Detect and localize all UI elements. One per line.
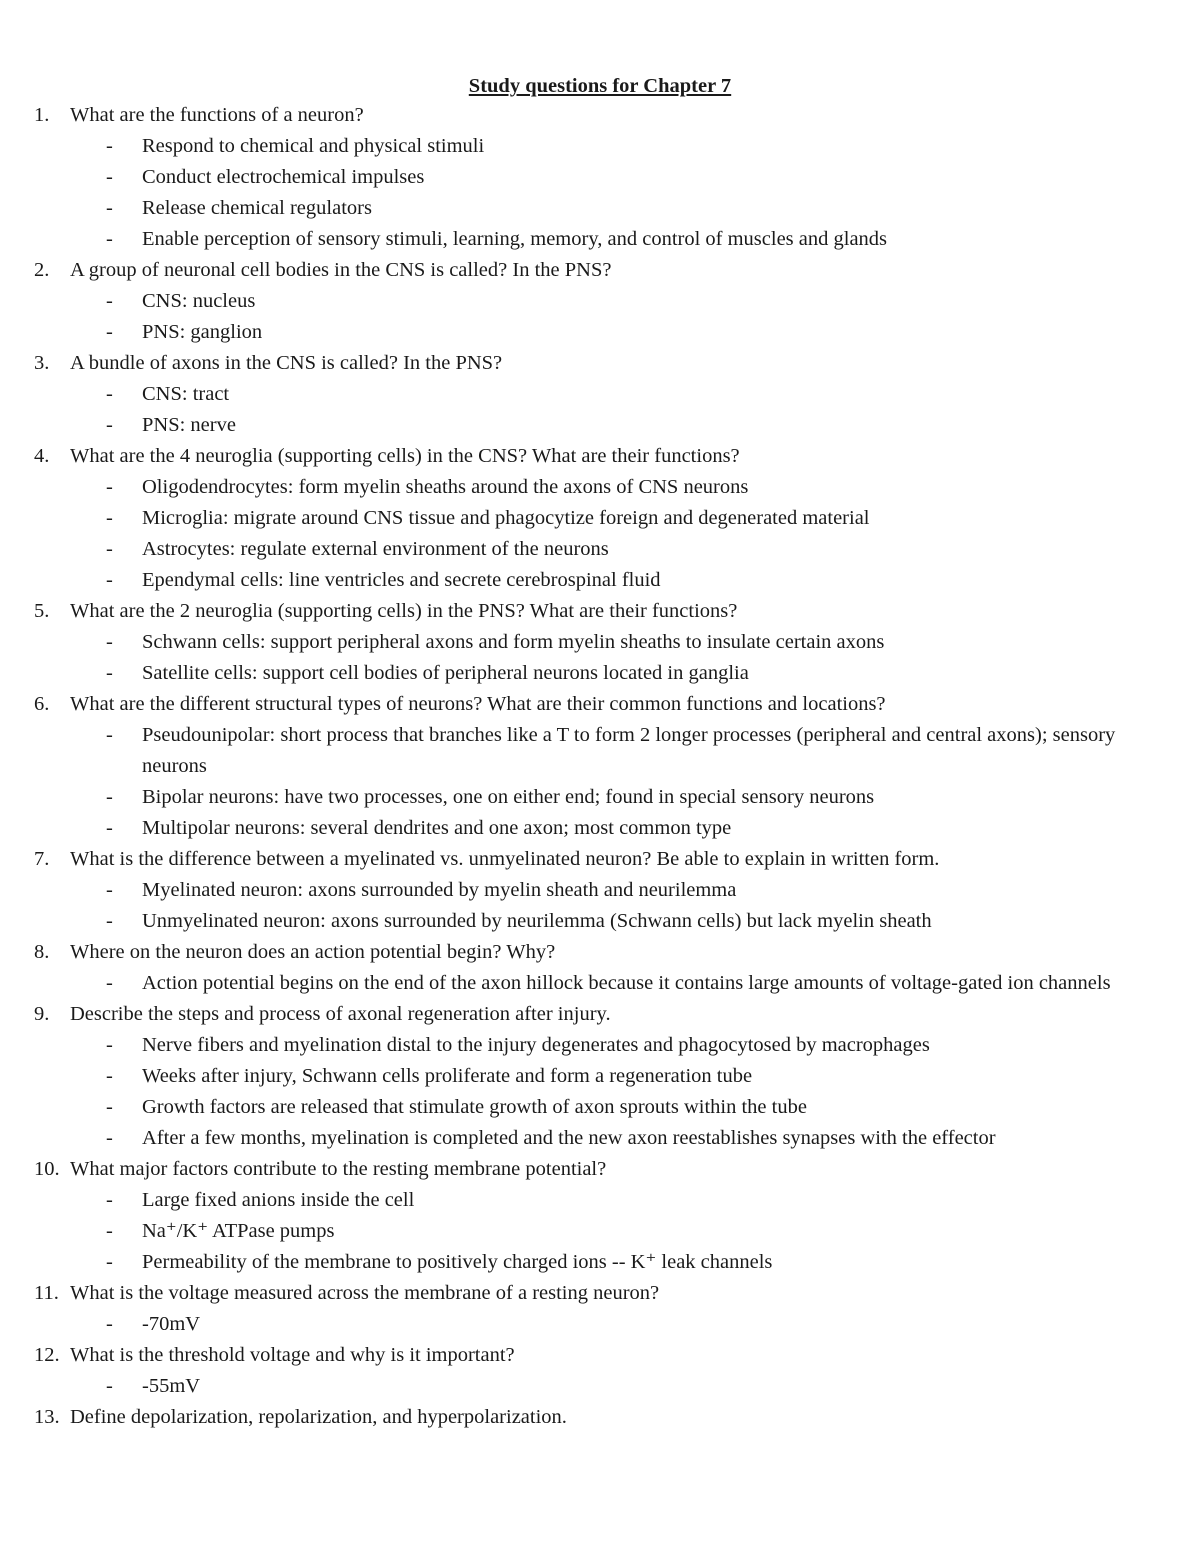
question-line [34, 596, 1144, 627]
answer-item [106, 317, 1144, 348]
dash-bullet: - [106, 1189, 113, 1211]
dash-bullet: - [106, 383, 113, 405]
question-item [34, 1278, 1144, 1340]
answer-list [34, 286, 1144, 348]
answer-text: Permeability of the membrane to positively charged ions -- K⁺ leak channels [142, 1251, 773, 1273]
question-number: 3. [34, 352, 50, 374]
answer-list [34, 131, 1144, 255]
answer-list [34, 720, 1144, 844]
answer-item [106, 224, 1144, 255]
answer-text: Weeks after injury, Schwann cells proliferate and form a regeneration tube [142, 1065, 753, 1087]
question-number: 7. [34, 848, 50, 870]
question-item [34, 255, 1144, 348]
dash-bullet: - [106, 631, 113, 653]
question-line [34, 999, 1144, 1030]
answer-item [106, 565, 1144, 596]
answer-item [106, 1185, 1144, 1216]
dash-bullet: - [106, 538, 113, 560]
dash-bullet: - [106, 786, 113, 808]
question-item [34, 1402, 1144, 1433]
answer-list [34, 1030, 1144, 1154]
question-number: 9. [34, 1003, 50, 1025]
dash-bullet: - [106, 135, 113, 157]
dash-bullet: - [106, 569, 113, 591]
question-text: What are the functions of a neuron? [70, 104, 364, 126]
answer-text: Oligodendrocytes: form myelin sheaths around the axons of CNS neurons [142, 476, 749, 498]
answer-text: Release chemical regulators [142, 197, 372, 219]
answer-text: Pseudounipolar: short process that branches like a T to form 2 longer processes (peripheral and central axons); sensory neurons [142, 724, 1116, 777]
question-line [34, 1402, 1144, 1433]
dash-bullet: - [106, 197, 113, 219]
question-text: Define depolarization, repolarization, and hyperpolarization. [70, 1406, 567, 1428]
question-line [34, 1278, 1144, 1309]
answer-list [34, 627, 1144, 689]
answer-list [34, 875, 1144, 937]
question-line [34, 441, 1144, 472]
answer-item [106, 720, 1144, 782]
question-text: What is the voltage measured across the membrane of a resting neuron? [70, 1282, 660, 1304]
answer-item [106, 1371, 1144, 1402]
question-number: 1. [34, 104, 50, 126]
question-list [34, 100, 1144, 1433]
page-title: Study questions for Chapter 7 [468, 75, 732, 97]
answer-item [106, 534, 1144, 565]
answer-text: CNS: nucleus [142, 290, 256, 312]
answer-item [106, 813, 1144, 844]
dash-bullet: - [106, 1375, 113, 1397]
question-text: What are the 2 neuroglia (supporting cells) in the PNS? What are their functions? [70, 600, 738, 622]
answer-text: Enable perception of sensory stimuli, learning, memory, and control of muscles and glands [142, 228, 888, 250]
answer-list [34, 1371, 1144, 1402]
question-item [34, 441, 1144, 596]
answer-text: Unmyelinated neuron: axons surrounded by neurilemma (Schwann cells) but lack myelin sheath [142, 910, 932, 932]
dash-bullet: - [106, 1065, 113, 1087]
answer-item [106, 1216, 1144, 1247]
answer-text: Conduct electrochemical impulses [142, 166, 425, 188]
answer-item [106, 379, 1144, 410]
answer-list [34, 379, 1144, 441]
question-item [34, 100, 1144, 255]
dash-bullet: - [106, 321, 113, 343]
question-number: 5. [34, 600, 50, 622]
question-item [34, 1154, 1144, 1278]
answer-text: Action potential begins on the end of the axon hillock because it contains large amounts of voltage-gated ion channels [142, 972, 1111, 994]
question-number: 8. [34, 941, 50, 963]
answer-item [106, 503, 1144, 534]
question-line [34, 1154, 1144, 1185]
answer-item [106, 782, 1144, 813]
dash-bullet: - [106, 1127, 113, 1149]
question-item [34, 937, 1144, 999]
answer-text: Respond to chemical and physical stimuli [142, 135, 485, 157]
question-number: 13. [34, 1406, 60, 1428]
answer-text: -70mV [142, 1313, 201, 1335]
dash-bullet: - [106, 1220, 113, 1242]
dash-bullet: - [106, 476, 113, 498]
dash-bullet: - [106, 879, 113, 901]
answer-text: PNS: ganglion [142, 321, 263, 343]
question-line [34, 255, 1144, 286]
answer-item [106, 1030, 1144, 1061]
answer-text: Astrocytes: regulate external environment of the neurons [142, 538, 609, 560]
dash-bullet: - [106, 507, 113, 529]
answer-text: Multipolar neurons: several dendrites and one axon; most common type [142, 817, 732, 839]
answer-text: Growth factors are released that stimulate growth of axon sprouts within the tube [142, 1096, 807, 1118]
answer-text: Myelinated neuron: axons surrounded by myelin sheath and neurilemma [142, 879, 737, 901]
answer-text: Schwann cells: support peripheral axons and form myelin sheaths to insulate certain axons [142, 631, 885, 653]
answer-text: Nerve fibers and myelination distal to the injury degenerates and phagocytosed by macrophages [142, 1034, 930, 1056]
answer-text: -55mV [142, 1375, 201, 1397]
dash-bullet: - [106, 1034, 113, 1056]
answer-text: Microglia: migrate around CNS tissue and phagocytize foreign and degenerated material [142, 507, 870, 529]
answer-item [106, 658, 1144, 689]
answer-item [106, 410, 1144, 441]
answer-item [106, 906, 1144, 937]
answer-list [34, 968, 1144, 999]
answer-text: Large fixed anions inside the cell [142, 1189, 415, 1211]
answer-item [106, 627, 1144, 658]
dash-bullet: - [106, 910, 113, 932]
question-text: What are the different structural types of neurons? What are their common functions and locations? [70, 693, 886, 715]
answer-item [106, 472, 1144, 503]
question-number: 2. [34, 259, 50, 281]
question-text: A group of neuronal cell bodies in the CNS is called? In the PNS? [70, 259, 612, 281]
dash-bullet: - [106, 724, 113, 746]
question-text: What is the difference between a myelinated vs. unmyelinated neuron? Be able to explain in written form. [70, 848, 940, 870]
answer-item [106, 875, 1144, 906]
dash-bullet: - [106, 414, 113, 436]
dash-bullet: - [106, 972, 113, 994]
answer-text: Na⁺/K⁺ ATPase pumps [142, 1220, 335, 1242]
dash-bullet: - [106, 817, 113, 839]
dash-bullet: - [106, 166, 113, 188]
answer-item [106, 1309, 1144, 1340]
answer-list [34, 1309, 1144, 1340]
dash-bullet: - [106, 1251, 113, 1273]
question-line [34, 844, 1144, 875]
question-line [34, 937, 1144, 968]
answer-item [106, 968, 1144, 999]
dash-bullet: - [106, 1313, 113, 1335]
question-item [34, 999, 1144, 1154]
question-number: 11. [34, 1282, 59, 1304]
answer-text: PNS: nerve [142, 414, 236, 436]
question-text: Where on the neuron does an action potential begin? Why? [70, 941, 556, 963]
answer-item [106, 1123, 1144, 1154]
answer-item [106, 193, 1144, 224]
question-text: What is the threshold voltage and why is it important? [70, 1344, 515, 1366]
answer-text: Ependymal cells: line ventricles and secrete cerebrospinal fluid [142, 569, 661, 591]
answer-item [106, 1247, 1144, 1278]
question-number: 4. [34, 445, 50, 467]
question-line [34, 100, 1144, 131]
question-number: 10. [34, 1158, 60, 1180]
question-number: 12. [34, 1344, 60, 1366]
answer-item [106, 131, 1144, 162]
answer-text: After a few months, myelination is completed and the new axon reestablishes synapses with the effector [142, 1127, 996, 1149]
question-item [34, 844, 1144, 937]
dash-bullet: - [106, 290, 113, 312]
answer-text: Satellite cells: support cell bodies of peripheral neurons located in ganglia [142, 662, 749, 684]
answer-list [34, 472, 1144, 596]
answer-text: CNS: tract [142, 383, 230, 405]
question-text: What are the 4 neuroglia (supporting cells) in the CNS? What are their functions? [70, 445, 740, 467]
answer-list [34, 1185, 1144, 1278]
answer-item [106, 1061, 1144, 1092]
question-item [34, 348, 1144, 441]
question-number: 6. [34, 693, 50, 715]
question-text: Describe the steps and process of axonal regeneration after injury. [70, 1003, 611, 1025]
dash-bullet: - [106, 228, 113, 250]
question-line [34, 1340, 1144, 1371]
answer-item [106, 1092, 1144, 1123]
question-line [34, 348, 1144, 379]
question-text: What major factors contribute to the resting membrane potential? [70, 1158, 607, 1180]
answer-text: Bipolar neurons: have two processes, one on either end; found in special sensory neurons [142, 786, 875, 808]
question-line [34, 689, 1144, 720]
dash-bullet: - [106, 662, 113, 684]
answer-item [106, 286, 1144, 317]
question-item [34, 596, 1144, 689]
answer-item [106, 162, 1144, 193]
question-item [34, 689, 1144, 844]
question-text: A bundle of axons in the CNS is called? In the PNS? [70, 352, 503, 374]
question-item [34, 1340, 1144, 1402]
dash-bullet: - [106, 1096, 113, 1118]
